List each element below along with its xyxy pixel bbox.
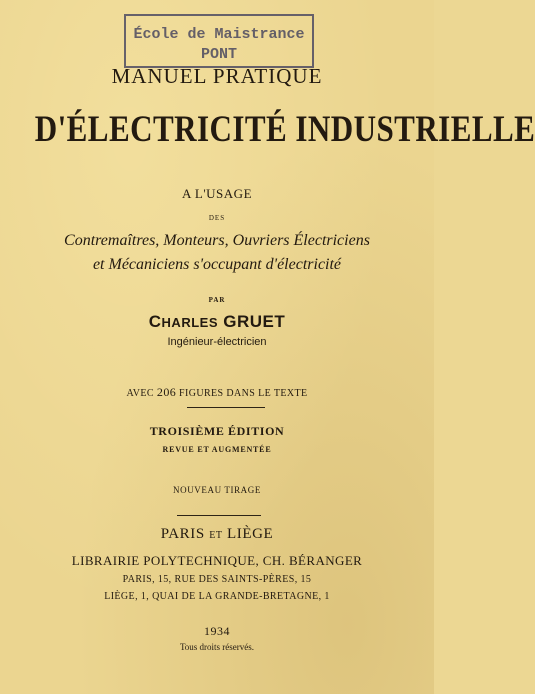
author-name [0,312,434,332]
publisher-city-et: ET [209,530,223,541]
divider-rule-1 [187,407,265,408]
publisher-city-1: PARIS [160,526,205,542]
title-line-2: D'ÉLECTRICITÉ INDUSTRIELLE [34,109,535,150]
library-stamp [124,14,314,68]
figures-prefix: AVEC [126,388,155,399]
edition-note: REVUE ET AUGMENTÉE [162,445,272,454]
audience-des: DES [208,214,226,222]
publisher-city-2: LIÈGE [226,526,274,542]
publisher-name: LIBRAIRIE POLYTECHNIQUE, CH. BÉRANGER [71,553,363,568]
author-par: PAR [208,296,226,304]
stamp-line-1: École de Maistrance [133,26,305,43]
audience-intro: A L'USAGE [181,186,253,201]
publisher-cities [0,526,434,543]
audience-line-2: et Mécaniciens s'occupant d'électricité [92,256,342,273]
figures-note [0,385,434,400]
figures-count: 206 [156,385,177,399]
publisher-address-2: LIÈGE, 1, QUAI DE LA GRANDE-BRETAGNE, 1 [104,591,330,602]
author-first-initial: C [148,312,162,331]
title-line-1: MANUEL PRATIQUE [111,64,323,88]
author-role: Ingénieur-électricien [167,336,267,348]
publication-year: 1934 [204,624,230,638]
edition-label: TROISIÈME ÉDITION [149,424,285,438]
edition-printing: NOUVEAU TIRAGE [173,485,261,495]
rights-notice: Tous droits réservés. [179,642,255,652]
author-first-rest: HARLES [161,315,218,330]
divider-rule-2 [177,515,261,516]
publisher-address-1: PARIS, 15, RUE DES SAINTS-PÈRES, 15 [122,574,312,585]
author-last-name: GRUET [223,312,286,331]
audience-line-1: Contremaîtres, Monteurs, Ouvriers Électriciens [64,232,370,249]
stamp-line-2: PONT [200,46,237,63]
figures-suffix: FIGURES DANS LE TEXTE [179,388,308,399]
